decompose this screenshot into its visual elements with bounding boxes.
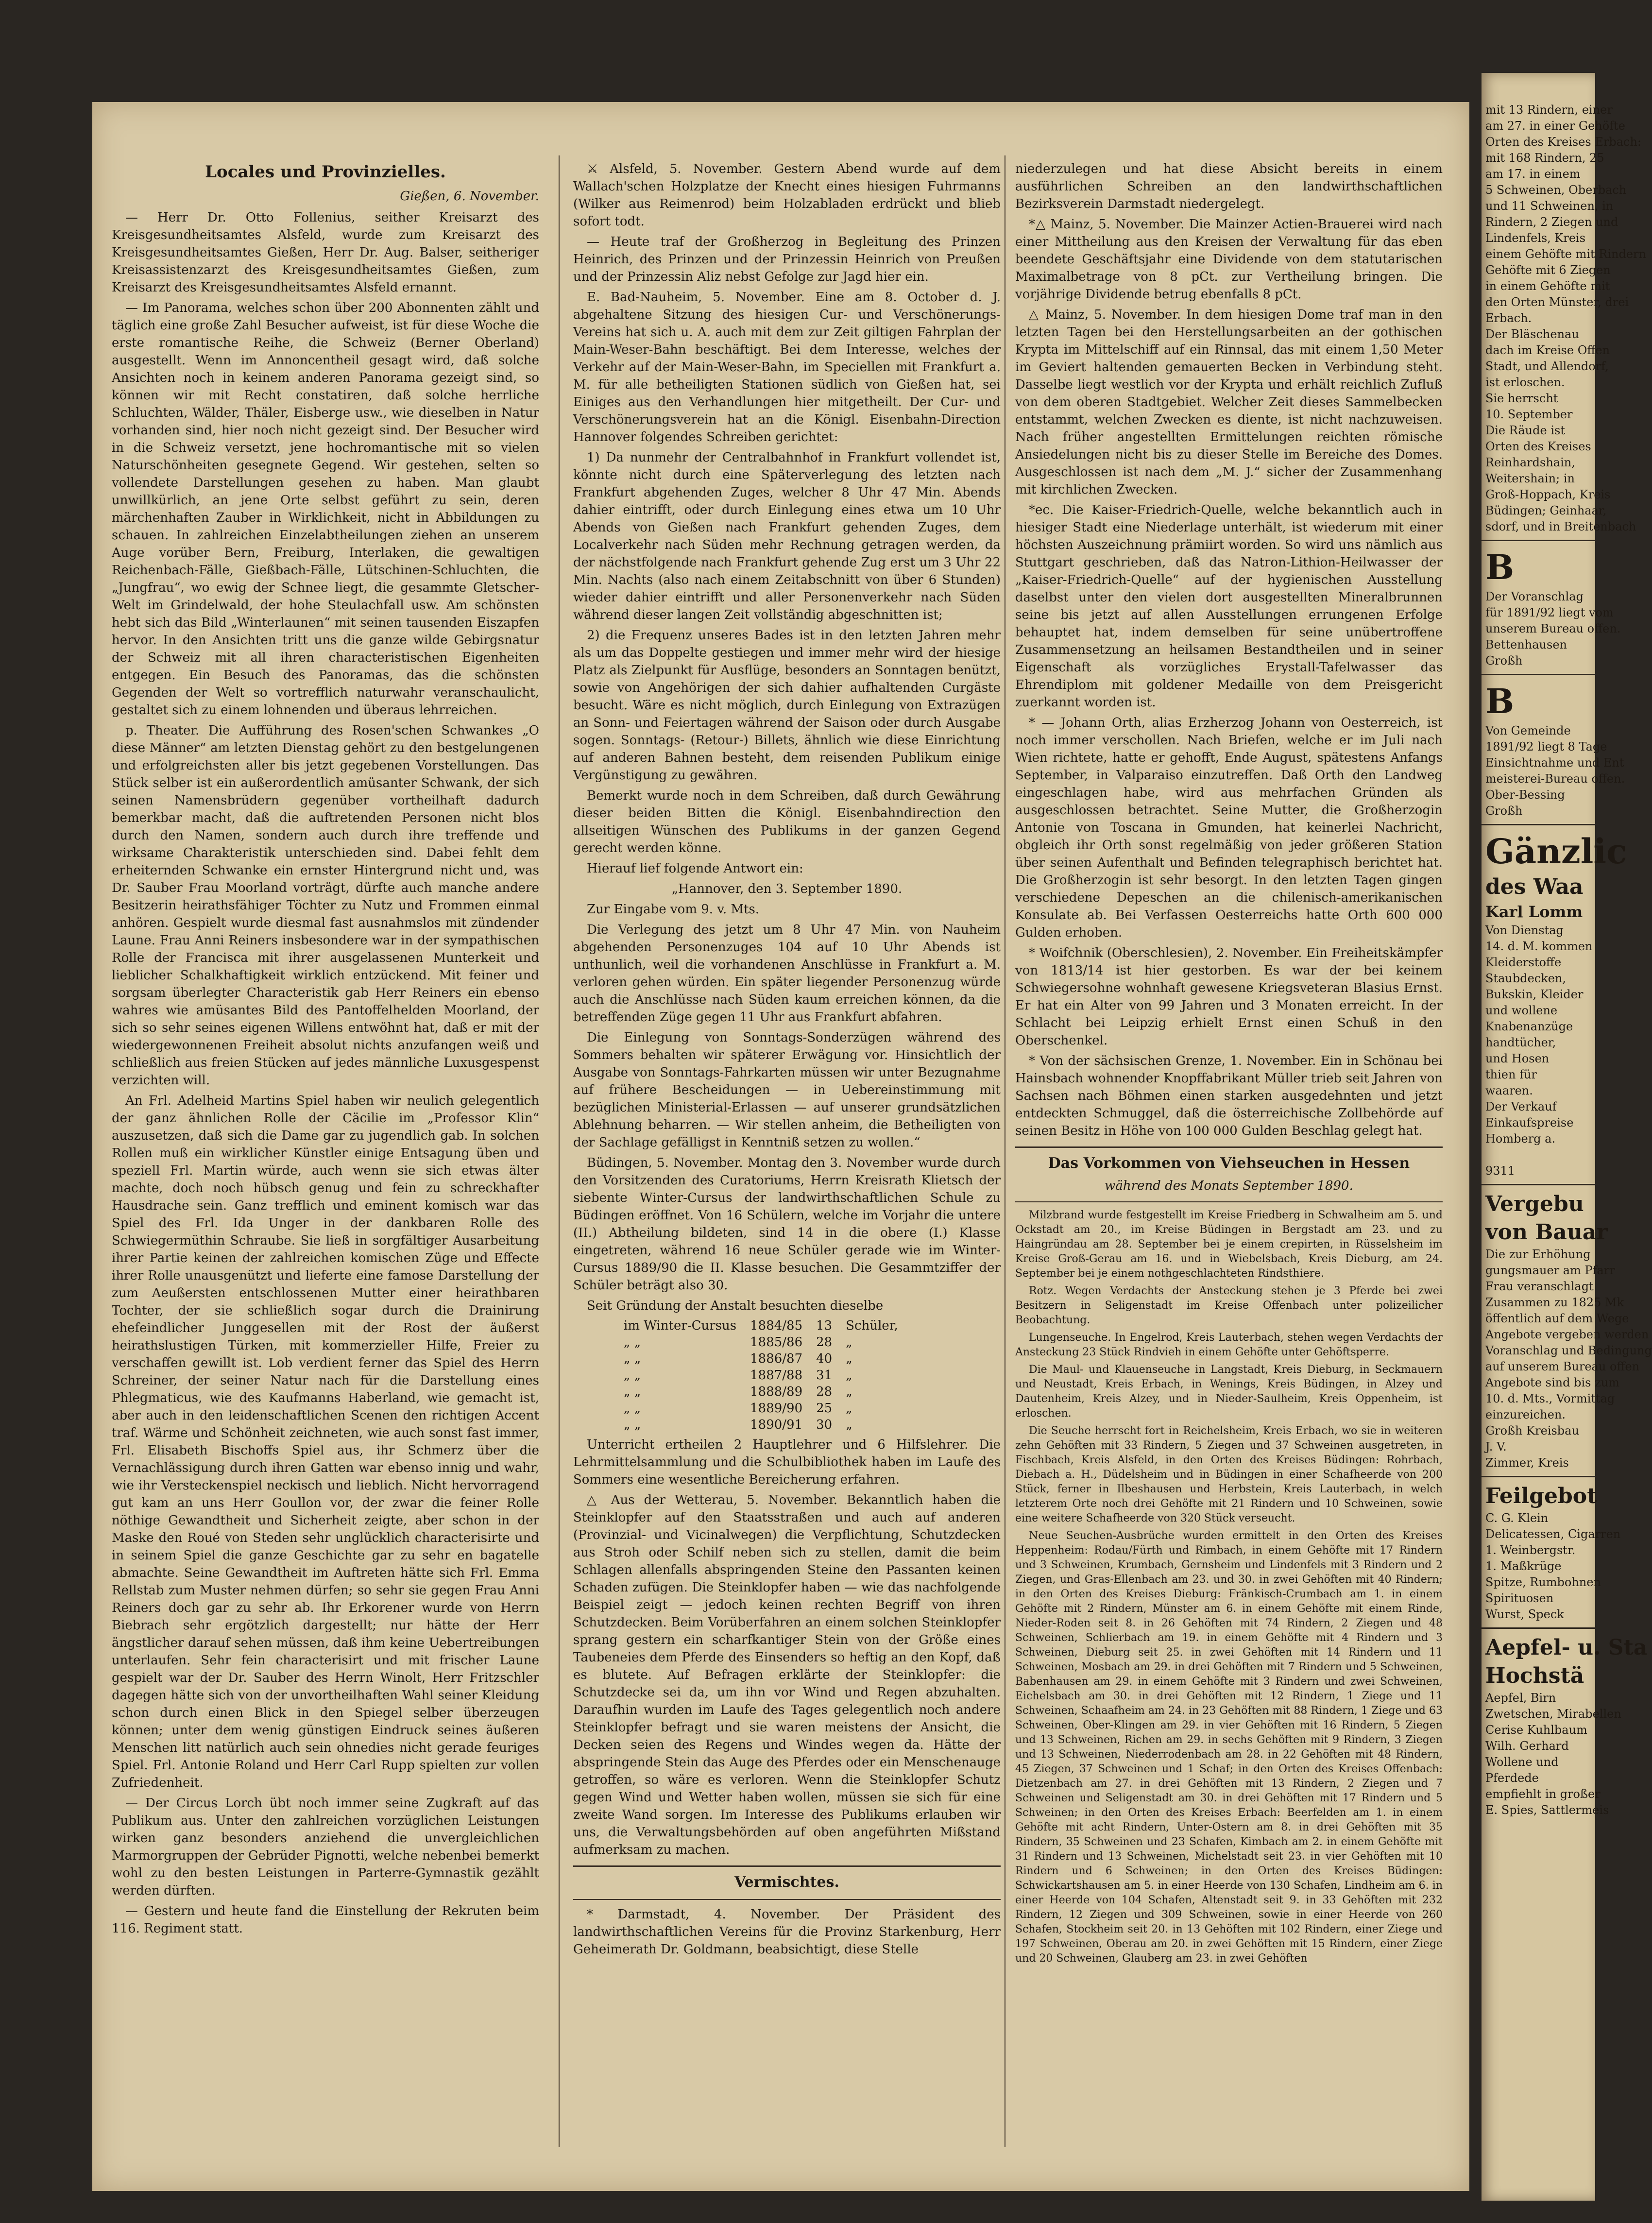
stats-cell: 1884/85 <box>750 1318 803 1333</box>
adjacent-text-line: 10. September <box>1485 408 1573 421</box>
adjacent-text-line: waaren. <box>1485 1084 1533 1097</box>
adjacent-text-line: Zimmer, Kreis <box>1485 1456 1569 1470</box>
adjacent-text-line: unserem Bureau offen. <box>1485 622 1621 635</box>
article-theater: p. Theater. Die Aufführung des Rosen'schen Schwankes „O diese Männer“ am letzten Dienstag gehört zu den bestgelungenen und erfolgreichsten aller bis jetzt gegebenen Vorstellungen. Das Stück selber ist ein außerordentlich amüsanter Schwank, der sich seinen Namensbrüdern gegenüber vortheilhaft dadurch bemerkbar macht, daß die auftretenden Personen nicht blos durch den Namen, sondern auch durch ihre treffende und wirksame Charakteristik unterschieden sind. Dabei fehlt dem erheiternden Schwanke ein ernster Hintergrund nicht und, was Dr. Sauber Frau Moorland vorträgt, dürfte auch manche andere Besitzerin heirathsfähiger Töchter zu Nutz und Frommen einmal anhören. Gespielt wurde diesmal fast ausnahmslos mit zündender Laune. Frau Anni Reiners insbesondere war in der sympathischen Rolle der Francisca mit ihrer ausgelassenen Munterkeit und lieblicher Schalkhaftigkeit wirklich entzückend. Mit feiner und sorgsam überlegter Characteristik gab Herr Reiners ein ebenso wahres wie amüsantes Bild des Pantoffelhelden Moorland, der sich so sehr seines eigenen Willens entwöhnt hat, daß er mit der wiedergewonnenen Freiheit absolut nichts anzufangen weiß und schließlich aus freien Stücken auf jedes männliche Luxusgespenst verzichten will. <box>112 723 539 1088</box>
adjacent-ad-heading: Vergebu <box>1485 1192 1584 1216</box>
adjacent-text-block <box>1482 723 1625 819</box>
adjacent-text-block <box>1482 923 1595 1179</box>
adjacent-text-block <box>1482 1247 1652 1471</box>
stats-cell: „ „ <box>624 1418 641 1432</box>
adjacent-text-line: empfiehlt in großer <box>1485 1787 1601 1801</box>
adjacent-text-line: Rindern, 2 Ziegen und <box>1485 215 1618 229</box>
adjacent-text-line: einem Gehöfte mit Rindern <box>1485 247 1646 261</box>
article-mainz-dome: △ Mainz, 5. November. In dem hiesigen Dome traf man in den letzten Tagen bei den Herstellungsarbeiten an der gothischen Krypta im Mittelschiff auf ein Rinnsal, das mit einem 1,50 Meter im Geviert haltenden gemauerten Becken in Verbindung steht. Dasselbe liegt westlich vor der Krypta und erhält reichlich Zufluß von dem oberen Stadtgebiet. Welcher Zeit dieses Sammelbecken entstammt, welchen Zwecken es diente, ist nicht nachzuweisen. Nach früher angestellten Ermittelungen reichten römische Ansiedelungen nicht bis zu dieser Stelle im Bereiche des Domes. Ausgeschlossen ist nach dem „M. J.“ sicher der Zusammenhang mit kirchlichen Zwecken. <box>1015 308 1443 497</box>
adjacent-text-block <box>1482 1510 1621 1623</box>
section-heading-livestock-diseases: Das Vorkommen von Viehseuchen in Hessen <box>1048 1155 1410 1172</box>
stats-cell: „ „ <box>624 1335 641 1350</box>
adjacent-text-line: Zusammen zu 1825 Mk <box>1485 1296 1624 1309</box>
adjacent-text-line: Der Bläschenau <box>1485 327 1579 341</box>
adjacent-text-line: Die Räude ist <box>1485 424 1565 437</box>
adjacent-text-line: 1. Maßkrüge <box>1485 1559 1562 1573</box>
adjacent-text-line: ist erloschen. <box>1485 376 1565 389</box>
answer-dateline: „Hannover, den 3. September 1890. <box>671 882 903 896</box>
adjacent-text-line: mit 13 Rindern, einer <box>1485 103 1613 117</box>
adjacent-text-line: Pferdede <box>1485 1771 1539 1785</box>
article-kaiser-friedrich-quelle: *ec. Die Kaiser-Friedrich-Quelle, welche bekanntlich auch in hiesiger Stadt eine Niederlage unterhält, ist wiederum mit einer höchsten Auszeichnung prämiirt worden. So wird uns nämlich aus Stuttgart geschrieben, daß das Natron-Lithion-Heilwasser der „Kaiser-Friedrich-Quelle“ auf der hygienischen Ausstellung daselbst unter den vielen dort ausgestellten Mineralbrunnen seine bis jetzt auf allen Ausstellungen errungenen Erfolge behauptet hat, indem demselben für seine unübertroffene Zusammensetzung an heilsamen Bestandtheilen und in seiner Eigenschaft als vorzügliches Erystall-Tafelwasser das Ehrendiplom mit goldener Medaille von dem Preisgericht zuerkannt worden ist. <box>1015 503 1443 710</box>
adjacent-text-line: in einem Gehöfte mit <box>1485 279 1610 293</box>
report-anthrax: Milzbrand wurde festgestellt im Kreise Friedberg in Schwalheim am 5. und Ockstadt am 20., im Kreise Büdingen in Bergstadt am 23. und zu Haingründau am 28. September bei je einem crepirten, in Rüsselsheim im Kreise Groß-Gerau am 16. und in Wiebelsbach, Kreis Dieburg, am 24. September bei je einem nothgeschlachteten Rindsthiere. <box>1015 1209 1443 1280</box>
adjacent-text-line: am 17. in einem <box>1485 167 1581 181</box>
adjacent-text-line: Bettenhausen <box>1485 638 1567 651</box>
article-alsfeld: ⚔ Alsfeld, 5. November. Gestern Abend wurde auf dem Wallach'schen Holzplatze der Knecht eines hiesigen Fuhrmanns (Wilker aus Reimenrod) beim Holzabladen erdrückt und blieb sofort todt. <box>573 162 1001 229</box>
school-stats-table <box>617 1317 905 1433</box>
stats-cell: „ <box>846 1351 852 1366</box>
article-johann-orth: * — Johann Orth, alias Erzherzog Johann von Oesterreich, ist noch immer verschollen. Nach Briefen, welche er im Juli nach Wien richtete, hatte er gehofft, Ende August, spätestens Anfangs September, in Valparaiso einzutreffen. Daß Orth den Landweg eingeschlagen habe, wird aus mehrfachen Gründen als ausgeschlossen betrachtet. Seine Mutter, die Großherzogin Antonie von Toscana in Gmunden, hat keinerlei Nachricht, obgleich ihr Orth sonst regelmäßig von jeder größeren Station über seinen Aufenthalt und Befinden telegraphisch berichtet hat. Die Großherzogin ist sehr besorgt. In den letzten Tagen gingen verschiedene Depeschen an die chilenisch-amerikanischen Konsulate ab. Bei Verfassen Oesterreichs hatte Orth 600 000 Gulden erhoben. <box>1015 716 1443 940</box>
article-panorama: — Im Panorama, welches schon über 200 Abonnenten zählt und täglich eine große Zahl Besucher aufweist, ist für diese Woche die erste romantische Reihe, die Schweiz (Berner Oberland) ausgestellt. Wenn im Annoncentheil gesagt wird, daß solche Ansichten noch in keinem anderen Panorama gezeigt sind, so können wir mit Recht constatiren, daß solche herrliche Schluchten, Wälder, Thäler, Eisberge usw., wie dieselben in Natur vorhanden sind, hier noch nicht gezeigt sind. Der Besucher wird in die Schweiz versetzt, jene hochromantische mit so vielen Naturschönheiten gesegnete Gegend. Wir gestehen, selten so vollendete Darstellungen gesehen zu haben. Man glaubt unwillkürlich, an jene Orte selbst geführt zu sein, deren märchenhaften Zauber in Wirklichkeit, nicht in Abbildungen zu schauen. In zahlreichen Einzelabtheilungen ziehen an unserem Auge vorüber Bern, Freiburg, Interlaken, die gewaltigen Reichenbach-Fälle, Gießbach-Fälle, Lütschinen-Schluchten, die „Jungfrau“, wo ewig der Schnee liegt, die gesammte Gletscher-Welt im Grindelwald, der hohe Steulachfall usw. Am schönsten hebt sich das Bild „Winterlaunen“ mit seinen tausenden Eiszapfen hervor. In den Ansichten tritt uns die ganze wilde Gebirgsnatur der Schweiz mit all ihren characteristischen Eigenheiten entgegen. Ein Besuch des Panoramas, das die schönsten Gegenden der Welt so vortrefflich naturwahr veranschaulicht, gestaltet sich zu einem lohnenden und überaus lehrreichen. <box>112 301 539 718</box>
article-wetterau: △ Aus der Wetterau, 5. November. Bekanntlich haben die Steinklopfer auf den Staatsstraßen und auch auf anderen (Provinzial- und Vicinalwegen) die Verpflichtung, Schutzdecken aus Stroh oder Schilf neben sich zu stellen, damit die beim Schlagen allenfalls abspringenden Steine den Passanten keinen Schaden zufügen. Die Steinklopfer haben — wie das nachfolgende Beispiel zeigt — jedoch keinen rechten Begriff von ihren Schutzdecken. Beim Vorüberfahren an einem solchen Steinklopfer sprang gestern ein scharfkantiger Stein von der Größe eines Taubeneies dem Pferde des Einsenders so heftig an den Kopf, daß es blutete. Auf Befragen erklärte der Steinklopfer: die Schutzdecke sei da, um ihn vor Wind und Regen abzuhalten. Daraufhin wurden im Laufe des Tages gelegentlich noch andere Steinklopfer befragt und sie waren meistens der Ansicht, die Decken seien des Regens und Windes wegen da. Hätte der abspringende Stein das Auge des Pferdes oder ein Menschenauge getroffen, so wäre es verloren. Wenn die Steinklopfer Schutz gegen Wind und Wetter haben wollen, müssen sie sich für eine zweite Wand sorgen. Im Interesse des Publikums erlauben wir uns, die Verwaltungsbehörden auf oben angeführten Mißstand aufmerksam zu machen. <box>573 1493 1001 1857</box>
adjacent-text-line: Sie herrscht <box>1485 392 1558 405</box>
stats-cell: 28 <box>816 1385 833 1399</box>
adjacent-text-line: 1891/92 liegt 8 Tage <box>1485 740 1607 753</box>
answer-body-2: Die Einlegung von Sonntags-Sonderzügen während des Sommers behalten wir späterer Erwägung vor. Hinsichtlich der Ausgabe von Sonntags-Fahrkarten müssen wir unter Bezugnahme auf frühere Bescheidungen — in Uebereinstimmung mit bezüglichen Ministerial-Erlassen — auf unserer grundsätzlichen Ablehnung beharren. — Wir stellen anheim, die Betheiligten von der Sachlage gefälligst in Kenntniß setzen zu wollen.“ <box>573 1030 1001 1150</box>
adjacent-ad-heading: von Bauar <box>1485 1220 1608 1245</box>
article-recruits: — Gestern und heute fand die Einstellung der Rekruten beim 116. Regiment statt. <box>112 1904 539 1936</box>
adjacent-text-line: Delicatessen, Cigarren <box>1485 1527 1621 1541</box>
adjacent-heading: B <box>1485 547 1515 587</box>
adjacent-text-line: Knabenanzüge <box>1485 1020 1573 1033</box>
stats-cell: „ <box>846 1385 852 1399</box>
section-divider <box>573 1865 1001 1867</box>
stats-cell: 28 <box>816 1335 833 1350</box>
adjacent-text-line: C. G. Klein <box>1485 1511 1549 1525</box>
letter-point-1: 1) Da nunmehr der Centralbahnhof in Frankfurt vollendet ist, könnte nicht durch eine Späterverlegung des letzten nach Frankfurt abgehenden Zuges, welcher 8 Uhr 47 Min. Abends dahier eintrifft, oder durch Einlegung eines etwa um 10 Uhr Abends von Gießen nach Frankfurt gehenden Zuges, dem Localverkehr nach Süden mehr Rechnung getragen werden, da der nächstfolgende nach Frankfurt gehende Zug erst um 3 Uhr 22 Min. Nachts (also nach einem Zeitabschnitt von über 6 Stunden) wieder dahier eintrifft und aller Personenverkehr nach Süden während dieser langen Zeit vollständig abgeschnitten ist; <box>573 450 1001 622</box>
section-heading-miscellaneous: Vermischtes. <box>734 1874 839 1891</box>
divider <box>1482 1627 1595 1629</box>
newspaper-page <box>92 102 1469 2191</box>
adjacent-text-line: Bukskin, Kleider <box>1485 988 1584 1001</box>
adjacent-text-line: Reinhardshain, <box>1485 456 1575 469</box>
adjacent-text-block <box>1482 1690 1621 1818</box>
adjacent-ad-heading: Aepfel- u. Sta <box>1485 1635 1648 1660</box>
stats-cell: 25 <box>816 1401 833 1416</box>
adjacent-text-line: Großh <box>1485 654 1523 667</box>
divider <box>1482 674 1595 675</box>
stats-cell: 40 <box>816 1351 833 1366</box>
stats-cell: 13 <box>816 1318 833 1333</box>
stats-cell: „ „ <box>624 1401 641 1416</box>
adjacent-text-line: am 27. in einer Gehöfte <box>1485 119 1625 133</box>
stats-cell: 30 <box>816 1418 833 1432</box>
adjacent-ad-heading: Feilgebot <box>1485 1484 1597 1508</box>
stats-cell: „ <box>846 1335 852 1350</box>
adjacent-text-line: meisterei-Bureau offen. <box>1485 772 1625 786</box>
adjacent-text-line: thien für <box>1485 1068 1537 1081</box>
adjacent-text-line: mit 168 Rindern, 25 <box>1485 151 1604 165</box>
section-divider <box>1015 1146 1443 1148</box>
section-subheading: während des Monats September 1890. <box>1105 1179 1353 1193</box>
adjacent-ad-subheading: des Waa <box>1485 874 1584 899</box>
adjacent-text-block <box>1482 589 1621 669</box>
adjacent-text-line: Von Gemeinde <box>1485 724 1571 737</box>
divider <box>1482 540 1595 541</box>
adjacent-text-line: öffentlich auf dem Wege <box>1485 1312 1629 1325</box>
stats-row <box>617 1334 905 1351</box>
stats-cell: 1889/90 <box>750 1401 803 1416</box>
adjacent-text-line: auf unserem Bureau offen <box>1485 1360 1640 1373</box>
article-woifchnik: * Woifchnik (Oberschlesien), 2. November. Ein Freiheitskämpfer von 1813/14 ist hier gestorben. Es war der bei keinem Schwiegersohne wohnhaft gewesene Kriegsveteran Blasius Ernst. Er hat ein Alter von 99 Jahren und 3 Monaten erreicht. In der Schlacht bei Leipzig erhielt Ernst einen Schuß in den Oberschenkel. <box>1015 946 1443 1048</box>
adjacent-text-line: Wollene und <box>1485 1755 1559 1769</box>
stats-cell: „ <box>846 1368 852 1383</box>
stats-cell: „ „ <box>624 1368 641 1383</box>
adjacent-text-line: 14. d. M. kommen <box>1485 940 1593 953</box>
stats-cell: 1887/88 <box>750 1368 803 1383</box>
adjacent-text-line: Wilh. Gerhard <box>1485 1739 1569 1753</box>
adjacent-text-line: den Orten Münster, drei <box>1485 295 1629 309</box>
adjacent-text-line: Einkaufspreise <box>1485 1116 1574 1129</box>
stats-row <box>617 1400 905 1417</box>
stats-row <box>617 1351 905 1367</box>
article-buedingen-teachers: Unterricht ertheilen 2 Hauptlehrer und 6 Hilfslehrer. Die Lehrmittelsammlung und die Schulbibliothek haben im Laufe des Sommers eine wesentliche Bereicherung erfahren. <box>573 1437 1001 1487</box>
adjacent-text-line <box>1482 1147 1595 1163</box>
report-new-outbreaks: Neue Seuchen-Ausbrüche wurden ermittelt in den Orten des Kreises Heppenheim: Rodau/Fürth und Rimbach, in einem Gehöfte mit 17 Rindern und 3 Schweinen, Krumbach, Gernsheim und Lindenfels mit 3 Rindern und 2 Ziegen, und Gras-Ellenbach am 23. und 30. in zwei Gehöften mit 40 Rindern; in den Orten des Kreises Dieburg: Fränkisch-Crumbach am 1. in einem Gehöfte mit 2 Rindern, Münster am 6. in einem Gehöfte mit einem Rinde, Nieder-Roden seit 8. in 26 Gehöften mit 74 Rindern, 2 Ziegen und 48 Schweinen, Schlierbach am 19. in einem Gehöfte mit 4 Rindern und 3 Schweinen, Dieburg seit 25. in zwei Gehöften mit 14 Rindern und 11 Schweinen, Mosbach am 29. in drei Gehöften mit 7 Rindern und 5 Schweinen, Babenhausen am 29. in einem Gehöfte mit 3 Rindern und zwei Schweinen, Eichelsbach am 30. in drei Gehöften mit 12 Rindern, 1 Ziege und 11 Schweinen, Schaafheim am 24. in 23 Gehöften mit 88 Rindern, 1 Ziege und 63 Schweinen, Ober-Klingen am 29. in vier Gehöften mit 16 Rindern, 5 Ziegen und 13 Schweinen, Richen am 29. in sechs Gehöften mit 9 Rindern, 3 Ziegen und 13 Schweinen, Niederrodenbach am 28. in 22 Gehöften mit 48 Rindern, 45 Ziegen, 37 Schweinen und 1 Schaf; in den Orten des Kreises Offenbach: Dietzenbach am 27. in drei Gehöften mit 13 Rindern, 2 Ziegen und 7 Schweinen und Seligenstadt am 30. in drei Gehöften mit 17 Rindern und 5 Schweinen; in den Orten des Kreises Erbach: Beerfelden am 1. in einem Gehöfte mit acht Rindern, Unter-Ostern am 8. in drei Gehöften mit 35 Rindern, 35 Schweinen und 23 Schafen, Kimbach am 2. in einem Gehöfte mit 31 Rindern und 13 Schweinen, Michelstadt seit 23. in vier Gehöften mit 10 Rindern und 6 Schweinen; in den Orten des Kreises Büdingen: Schwickartshausen am 5. in einer Heerde von 130 Schafen, Lindheim am 6. in einer Heerde von 104 Schafen, Altenstadt seit 9. in 33 Gehöften mit 232 Rindern, 12 Ziegen und 309 Schweinen, sowie in einer Heerde von 260 Schafen, Stockheim seit 20. in 13 Gehöften mit 102 Rindern, einer Ziege und 197 Schweinen, Oberau am 20. in zwei Gehöften mit 15 Rindern, einer Ziege und 20 Schweinen, Glauberg am 23. in zwei Gehöften <box>1015 1530 1443 1965</box>
adjacent-text-line: und Hosen <box>1485 1052 1550 1065</box>
article-mainz-brewery: *△ Mainz, 5. November. Die Mainzer Actien-Brauerei wird nach einer Mittheilung aus den Kreisen der Verwaltung für das eben beendete Geschäftsjahr eine Dividende von dem statutarischen Maximalbetrage von 8 pCt. zur Vertheilung bringen. Die vorjährige Dividende betrug ebenfalls 8 pCt. <box>1015 217 1443 302</box>
adjacent-text-line: 10. d. Mts., Vormittag <box>1485 1392 1615 1405</box>
adjacent-text-line: dach im Kreise Offen <box>1485 343 1610 357</box>
report-ongoing: Die Seuche herrscht fort in Reichelsheim, Kreis Erbach, wo sie in weiteren zehn Gehöften mit 33 Rindern, 5 Ziegen und 37 Schweinen ausgetreten, in Fischbach, Kreis Alsfeld, in den Orten des Kreises Büdingen: Rohrbach, Diebach a. H., Düdelsheim und in Büdingen in einer Schafheerde von 200 Stück, ferner in Ilbeshausen und Herbstein, Kreis Lauterbach, in welch letzterem Orte noch drei Gehöfte mit 21 Rindern und 10 Schweinen, sowie eine weitere Schafheerde von 320 Stück verseucht. <box>1015 1425 1443 1524</box>
report-foot-and-mouth: Die Maul- und Klauenseuche in Langstadt, Kreis Dieburg, in Seckmauern und Neustadt, Kreis Erbach, in Wenings, Kreis Büdingen, in Alzey und Dautenheim, Kreis Alzey, und in Nieder-Saulheim, Kreis Oppenheim, ist erloschen. <box>1015 1364 1443 1419</box>
adjacent-ad-heading: Gänzlic <box>1485 831 1627 872</box>
adjacent-text-line: Zwetschen, Mirabellen <box>1485 1707 1621 1721</box>
stats-cell: 1885/86 <box>750 1335 803 1350</box>
divider <box>1482 824 1595 825</box>
adjacent-text-line: Einsichtnahme und Ent <box>1485 756 1624 770</box>
adjacent-text-line: Die zur Erhöhung <box>1485 1248 1591 1261</box>
adjacent-text-line: Ober-Bessing <box>1485 788 1565 802</box>
article-grossherzog: — Heute traf der Großherzog in Begleitung des Prinzen Heinrich, des Prinzen und der Prinzessin Heinrich von Preußen und der Prinzessin Aliz nebst Gefolge zur Jagd hier ein. <box>573 235 1001 284</box>
adjacent-text-line: Aepfel, Birn <box>1485 1691 1556 1705</box>
adjacent-text-block <box>1482 102 1646 535</box>
adjacent-text-line: Der Voranschlag <box>1485 590 1584 603</box>
adjacent-text-line: sdorf, und in Breitenbach <box>1485 520 1636 533</box>
adjacent-text-line: Frau veranschlagt <box>1485 1280 1594 1293</box>
article-darmstadt: * Darmstadt, 4. November. Der Präsident des landwirthschaftlichen Vereins für die Provinz Starkenburg, Herr Geheimerath Dr. Goldmann, beabsichtigt, diese Stelle <box>573 1907 1001 1957</box>
article-saxon-border: * Von der sächsischen Grenze, 1. November. Ein in Schönau bei Hainsbach wohnender Knopffabrikant Müller trieb seit Jahren von Sachsen nach Böhmen einen starken ausgedehnten und jetzt entdeckten Schmuggel, daß die österreichische Zollbehörde auf seinen Besitz in Höhe von 100 000 Gulden Beschlag gelegt hat. <box>1015 1054 1443 1138</box>
adjacent-text-line: Großh Kreisbau <box>1485 1424 1579 1437</box>
adjacent-text-line: 9311 <box>1485 1164 1516 1178</box>
letter-point-2: 2) die Frequenz unseres Bades ist in den letzten Jahren mehr als um das Doppelte gestiegen und immer mehr wird der hiesige Platz als Zielpunkt für Ausflüge, besonders an Sonntagen benützt, sowie von Angehörigen der sich dahier aufhaltenden Curgäste besucht. Wäre es nicht möglich, durch Einlegung von Extrazügen an Sonn- und Feiertagen während der Saison oder durch Ausgabe sogen. Sonntags- (Retour-) Billets, ähnlich wie diese Einrichtung auf anderen Bahnen besteht, dem reisenden Publikum einige Vergünstigung zu gewähren. <box>573 628 1001 783</box>
adjacent-text-line: für 1891/92 liegt vom <box>1485 606 1614 619</box>
article-buedingen: Büdingen, 5. November. Montag den 3. November wurde durch den Vorsitzenden des Curatoriums, Herrn Kreisrath Klietsch der siebente Winter-Cursus der landwirthschaftlichen Schule zu Büdingen eröffnet. Von 16 Schülern, welche im Vorjahr die untere (II.) Abtheilung bildeten, sind 14 in die obere (I.) Klasse eingetreten, während 16 neue Schüler gerade wie im Winter-Cursus 1889/90 die II. Klasse besuchen. Die Gesammtziffer der Schüler beträgt also 30. <box>573 1156 1001 1293</box>
adjacent-text-line: Stadt, und Allendorf, <box>1485 359 1609 373</box>
adjacent-text-line: Wurst, Speck <box>1485 1607 1564 1621</box>
adjacent-text-line: Kleiderstoffe <box>1485 956 1562 969</box>
stats-cell: „ <box>846 1401 852 1416</box>
stats-cell: Schüler, <box>846 1318 898 1333</box>
divider <box>1482 1476 1595 1477</box>
adjacent-text-line: Weitershain; in <box>1485 472 1575 485</box>
adjacent-text-line: gungsmauer am Pfarr <box>1485 1264 1615 1277</box>
adjacent-text-line: Groß-Hoppach, Kreis <box>1485 488 1611 501</box>
stats-cell: „ „ <box>624 1351 641 1366</box>
adjacent-text-line: Spitze, Rumbohnen <box>1485 1575 1601 1589</box>
answer-body-1: Die Verlegung des jetzt um 8 Uhr 47 Min. von Nauheim abgehenden Personenzuges 104 auf 10 Uhr Abends ist unthunlich, weil die vorhandenen Anschlüsse in Frankfurt a. M. verloren gehen würden. Ein später liegender Personenzug würde auch die Anschlüsse nach Süden kaum erreichen können, da die betreffenden Züge gegen 11 Uhr aus Frankfurt abfahren. <box>573 923 1001 1025</box>
answer-intro: Hierauf lief folgende Antwort ein: <box>587 861 803 876</box>
dateline: Gießen, 6. November. <box>400 189 539 204</box>
adjacent-ad-heading: Hochstä <box>1485 1663 1584 1688</box>
stats-cell: 31 <box>816 1368 833 1383</box>
stats-cell: „ <box>846 1418 852 1432</box>
adjacent-text-line: Großh <box>1485 804 1523 818</box>
adjacent-text-line: Angebote vergeben werden <box>1485 1328 1649 1341</box>
adjacent-text-line: handtücher, <box>1485 1036 1556 1049</box>
article-theater-cont: An Frl. Adelheid Martins Spiel haben wir neulich gelegentlich der ganz ähnlichen Rolle der Cäcilie im „Professor Klin“ auszusetzen, daß sich die Dame gar zu jugendlich gab. In solchen Rollen muß ein wirklicher Künstler einige Entsagung üben und speziell Frl. Martin würde, auch wenn sie sich etwas älter machte, doch noch hübsch genug und fein zu schreckhafter Hausdrache sein. Ganz trefflich und eminent komisch war das Spiel des Frl. Ida Unger in der dankbaren Rolle des Schwiegermüthin Schraube. Sie ließ in sorgfältiger Ausarbeitung ihrer Partie keinen der zahlreichen komischen Züge und Effecte ihrer Rolle unausgenützt und lieferte eine famose Darstellung der zum Aeußersten entschlossenen Mutter einer heirathbaren Tochter, der sie schließlich sogar durch die Drainirung ehefeindlicher Junggesellen mit der Rost der äußerst heirathslustigen Türken, mit kommerzieller Hilfe, Freier zu verschaffen gewillt ist. Lob verdient ferner das Spiel des Herrn Schreiner, der seiner Natur nach für die Darstellung eines Phlegmaticus, wie des Kaufmanns Haberland, wie gemacht ist, aber auch in den leidenschaftlichen Scenen den richtigen Accent traf. Wärme und Schönheit zeichneten, wie auch sonst fast immer, Frl. Elisabeth Bischoffs Spiel aus, ihr Schmerz über die Vernachlässigung durch ihren Gatten war ebenso innig und wahr, wie ihr Versteckenspiel neckisch und lieblich. Nicht hervorragend gut kam an uns Herr Goullon vor, der zwar die feiner Rolle nöthige Gewandtheit und Sicherheit zeigte, aber schon in der Maske den Roué von Steden sehr unglücklich characterisirte und in seinem Spiel die ganze Geschichte gar zu sehr en bagatelle abmachte. Seine Gewandtheit im Auftreten hätte sich Frl. Emma Rellstab zum Muster nehmen dürfen; so sehr sie gegen Frau Anni Reiners doch gar zu sehr ab. Ihr Erkorener wurde von Herrn Biebrach sehr ergötzlich dargestellt; nur hätte der Herr ängstlicher darauf sehen müssen, daß ihm keine Uebertreibungen unterlaufen. Sehr fein characterisirt und mit frischer Laune gespielt war der Dr. Sauber des Herrn Winolt, Herr Fritzschler dagegen hätte sich von der unvortheilhaften Wahl seiner Kleidung schon durch einen Blick in den Spiegel selber überzeugen können; unter dem wenig günstigen Eindruck seines äußeren Menschen litt natürlich auch sein ohnedies nicht gerade feuriges Spiel. Frl. Antonie Roland und Herr Carl Rupp spielten zur vollen Zufriedenheit. <box>112 1094 539 1790</box>
article-follenius: — Herr Dr. Otto Follenius, seither Kreisarzt des Kreisgesundheitsamtes Alsfeld, wurde zum Kreisarzt des Kreisgesundheitsamtes Gießen, Herr Dr. Aug. Balser, seitheriger Kreisassistenzarzt des Kreisgesundheitsamtes Gießen, zum Kreisarzt des Kreisgesundheitsamtes Alsfeld ernannt. <box>112 210 539 295</box>
answer-ref: Zur Eingabe vom 9. v. Mts. <box>587 902 760 917</box>
adjacent-text-line: Büdingen; Geinhaar, <box>1485 504 1607 517</box>
letter-remark: Bemerkt wurde noch in dem Schreiben, daß durch Gewährung dieser beiden Bitten die Königl. Eisenbahndirection den allseitigen Wünschen des Publikums in der ganzen Gegend gerecht werden könne. <box>573 788 1001 855</box>
section-heading-local-news: Locales und Provinzielles. <box>205 162 446 182</box>
column-1 <box>112 160 539 2152</box>
adjacent-text-line: Erbach. <box>1485 311 1532 325</box>
column-3 <box>1015 160 1443 2152</box>
stats-cell: im Winter-Cursus <box>624 1318 737 1333</box>
report-glanders: Rotz. Wegen Verdachts der Ansteckung stehen je 3 Pferde bei zwei Besitzern in Seligenstadt im Kreise Offenbach unter polizeilicher Beobachtung. <box>1015 1285 1443 1326</box>
adjacent-text-line: Angebote sind bis zum <box>1485 1376 1619 1389</box>
stats-cell: 1890/91 <box>750 1418 803 1432</box>
article-darmstadt-cont: niederzulegen und hat diese Absicht bereits in einem ausführlichen Schreiben an den landwirthschaftlichen Bezirksverein Darmstadt niedergelegt. <box>1015 162 1443 211</box>
adjacent-text-line: Lindenfels, Kreis <box>1485 231 1586 245</box>
column-2 <box>573 160 1001 2152</box>
adjacent-text-line: Orten des Kreises <box>1485 440 1591 453</box>
section-divider <box>573 1899 1001 1900</box>
adjacent-text-line: Spirituosen <box>1485 1591 1554 1605</box>
adjacent-text-line: E. Spies, Sattlermeis <box>1485 1803 1609 1817</box>
adjacent-text-line: einzureichen. <box>1485 1408 1566 1421</box>
divider <box>1482 1184 1595 1185</box>
adjacent-text-line: Orten des Kreises Erbach: <box>1485 135 1641 149</box>
adjacent-text-line: 5 Schweinen, Oberbach <box>1485 183 1627 197</box>
adjacent-text-line: Gehöfte mit 6 Ziegen <box>1485 263 1611 277</box>
adjacent-text-line: Der Verkauf <box>1485 1100 1557 1113</box>
section-divider <box>1015 1201 1443 1202</box>
adjacent-ad-name: Karl Lomm <box>1485 903 1583 921</box>
article-bad-nauheim: E. Bad-Nauheim, 5. November. Eine am 8. October d. J. abgehaltene Sitzung des hiesigen Cur- und Verschönerungs-Vereins hat sich u. A. auch mit dem zur Zeit giltigen Fahrplan der Main-Weser-Bahn beschäftigt. Bei dem Interesse, welches der Verkehr auf der Main-Weser-Bahn, im Speciellen mit Frankfurt a. M. für alle betheiligten Stationen südlich von Gießen hat, sei Einiges aus den Verhandlungen hier mitgetheilt. Der Cur- und Verschönerungsverein hat an die Königl. Eisenbahn-Direction Hannover folgendes Schreiben gerichtet: <box>573 290 1001 445</box>
article-circus: — Der Circus Lorch übt noch immer seine Zugkraft auf das Publikum aus. Unter den zahlreichen vorzüglichen Leistungen wirken ganz besonders anziehend die unvergleichlichen Marmorgruppen der Gebrüder Pignotti, welche nebenbei bemerkt wohl zu den besten Leistungen in Parterre-Gymnastik gezählt werden dürften. <box>112 1796 539 1898</box>
stats-row <box>617 1417 905 1433</box>
stats-cell: 1888/89 <box>750 1385 803 1399</box>
stats-intro: Seit Gründung der Anstalt besuchten dieselbe <box>587 1299 884 1313</box>
adjacent-text-line: Voranschlag und Bedingung <box>1485 1344 1652 1357</box>
report-pleuropneumonia: Lungenseuche. In Engelrod, Kreis Lauterbach, stehen wegen Verdachts der Ansteckung 23 Stück Rindvieh in einem Gehöfte unter Gehöftsperre. <box>1015 1332 1443 1358</box>
stats-row <box>617 1367 905 1384</box>
adjacent-text-line: 1. Weinbergstr. <box>1485 1543 1576 1557</box>
adjacent-text-line: und 11 Schweinen, in <box>1485 199 1614 213</box>
stats-row <box>617 1317 905 1334</box>
column-divider <box>559 155 560 2147</box>
stats-row <box>617 1384 905 1400</box>
adjacent-text-line: Von Dienstag <box>1485 923 1564 937</box>
adjacent-text-line: und wollene <box>1485 1004 1558 1017</box>
stats-cell: 1886/87 <box>750 1351 803 1366</box>
stats-cell: „ „ <box>624 1385 641 1399</box>
adjacent-text-line: Cerise Kuhlbaum <box>1485 1723 1587 1737</box>
adjacent-text-line: J. V. <box>1485 1440 1507 1454</box>
adjacent-heading: B <box>1485 681 1515 721</box>
adjacent-text-line: Staubdecken, <box>1485 972 1567 985</box>
adjacent-text-line: Homberg a. <box>1485 1132 1556 1146</box>
adjacent-page-edge <box>1482 73 1652 2201</box>
